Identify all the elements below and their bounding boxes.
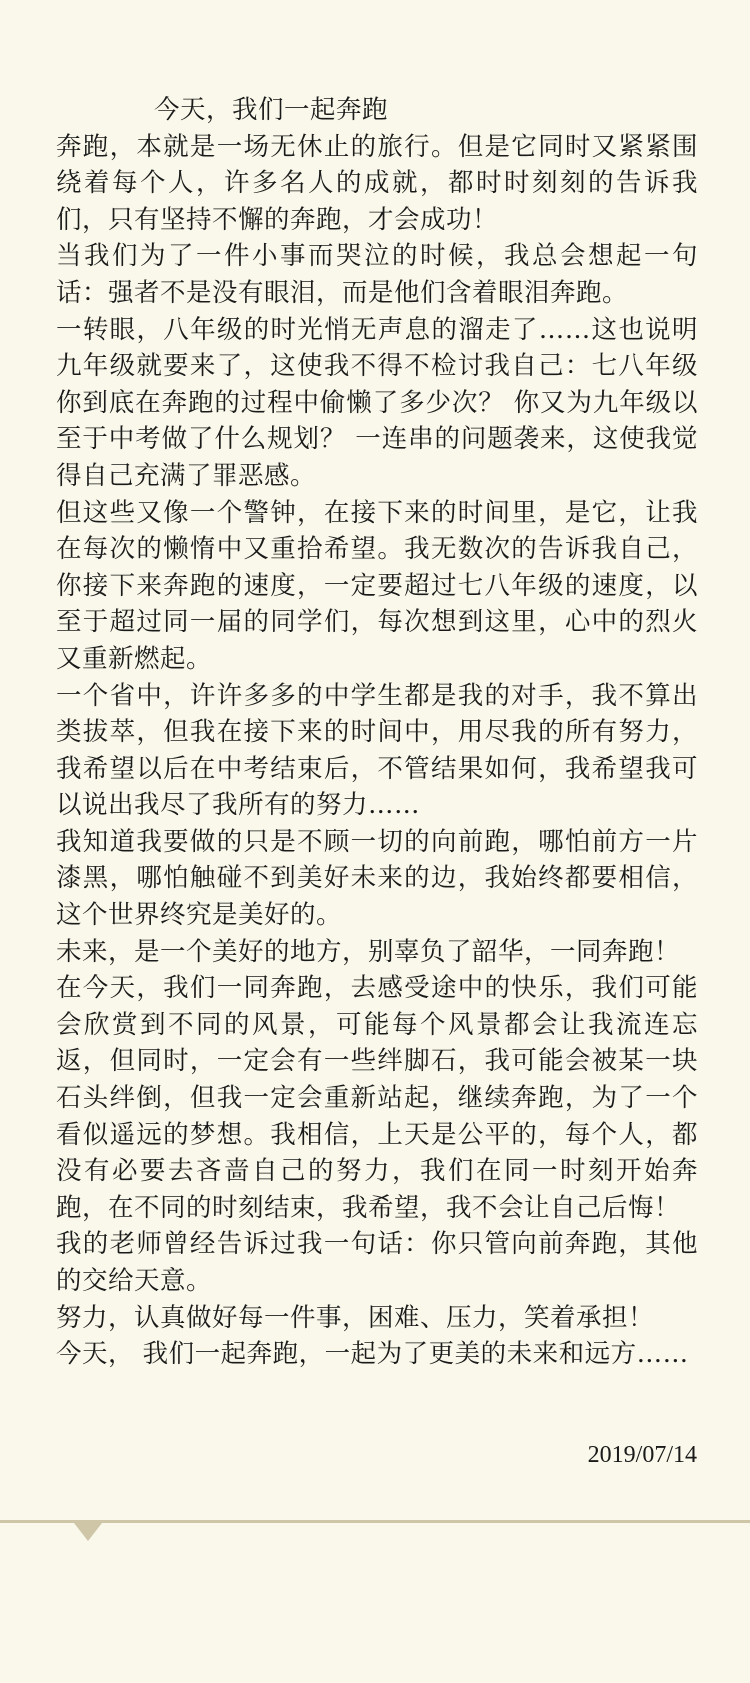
article-title: 今天，我们一起奔跑 bbox=[154, 95, 389, 125]
paragraph: 一转眼，八年级的时光悄无声息的溜走了……这也说明九年级就要来了，这使我不得不检讨我自己：七八年级你到底在奔跑的过程中偷懒了多少次？ 你又为九年级以至于中考做了什么规划？ 一连串的问题袭来，这使我觉得自己充满了罪恶感。 bbox=[56, 314, 698, 491]
paragraph: 当我们为了一件小事而哭泣的时候，我总会想起一句话：强者不是没有眼泪，而是他们含着眼泪奔跑。 bbox=[56, 241, 698, 308]
divider-notch bbox=[74, 1523, 102, 1541]
paragraph: 今天， 我们一起奔跑，一起为了更美的未来和远方…… bbox=[56, 1339, 689, 1370]
paragraph: 我知道我要做的只是不顾一切的向前跑，哪怕前方一片漆黑，哪怕触碰不到美好未来的边，我始终都要相信，这个世界终究是美好的。 bbox=[56, 826, 698, 931]
paragraph: 努力，认真做好每一件事，困难、压力，笑着承担！ bbox=[56, 1302, 655, 1333]
article-body bbox=[56, 92, 698, 1373]
paragraph: 一个省中，许许多多的中学生都是我的对手，我不算出类拔萃，但我在接下来的时间中，用尽我的所有努力，我希望以后在中考结束后，不管结果如何，我希望我可以说出我尽了我所有的努力…… bbox=[56, 680, 698, 821]
article-date: 2019/07/14 bbox=[587, 1442, 697, 1468]
divider bbox=[0, 1520, 750, 1523]
paragraph: 奔跑，本就是一场无休止的旅行。但是它同时又紧紧围绕着每个人，许多名人的成就，都时时刻刻的告诉我们，只有坚持不懈的奔跑，才会成功！ bbox=[56, 131, 698, 235]
paragraph: 我的老师曾经告诉过我一句话：你只管向前奔跑，其他的交给天意。 bbox=[56, 1229, 698, 1296]
paragraph: 在今天，我们一同奔跑，去感受途中的快乐，我们可能会欣赏到不同的风景，可能每个风景都会让我流连忘返，但同时，一定会有一些绊脚石，我可能会被某一块石头绊倒，但我一定会重新站起，继续奔跑，为了一个看似遥远的梦想。我相信，上天是公平的，每个人，都没有必要去吝啬自己的努力，我们在同一时刻开始奔跑，在不同的时刻结束，我希望，我不会让自己后悔！ bbox=[56, 973, 698, 1223]
paragraph: 未来，是一个美好的地方，别辜负了韶华，一同奔跑！ bbox=[56, 936, 681, 967]
paragraph: 但这些又像一个警钟，在接下来的时间里，是它，让我在每次的懒惰中又重拾希望。我无数次的告诉我自己，你接下来奔跑的速度，一定要超过七八年级的速度，以至于超过同一届的同学们，每次想到这里，心中的烈火又重新燃起。 bbox=[56, 497, 698, 674]
